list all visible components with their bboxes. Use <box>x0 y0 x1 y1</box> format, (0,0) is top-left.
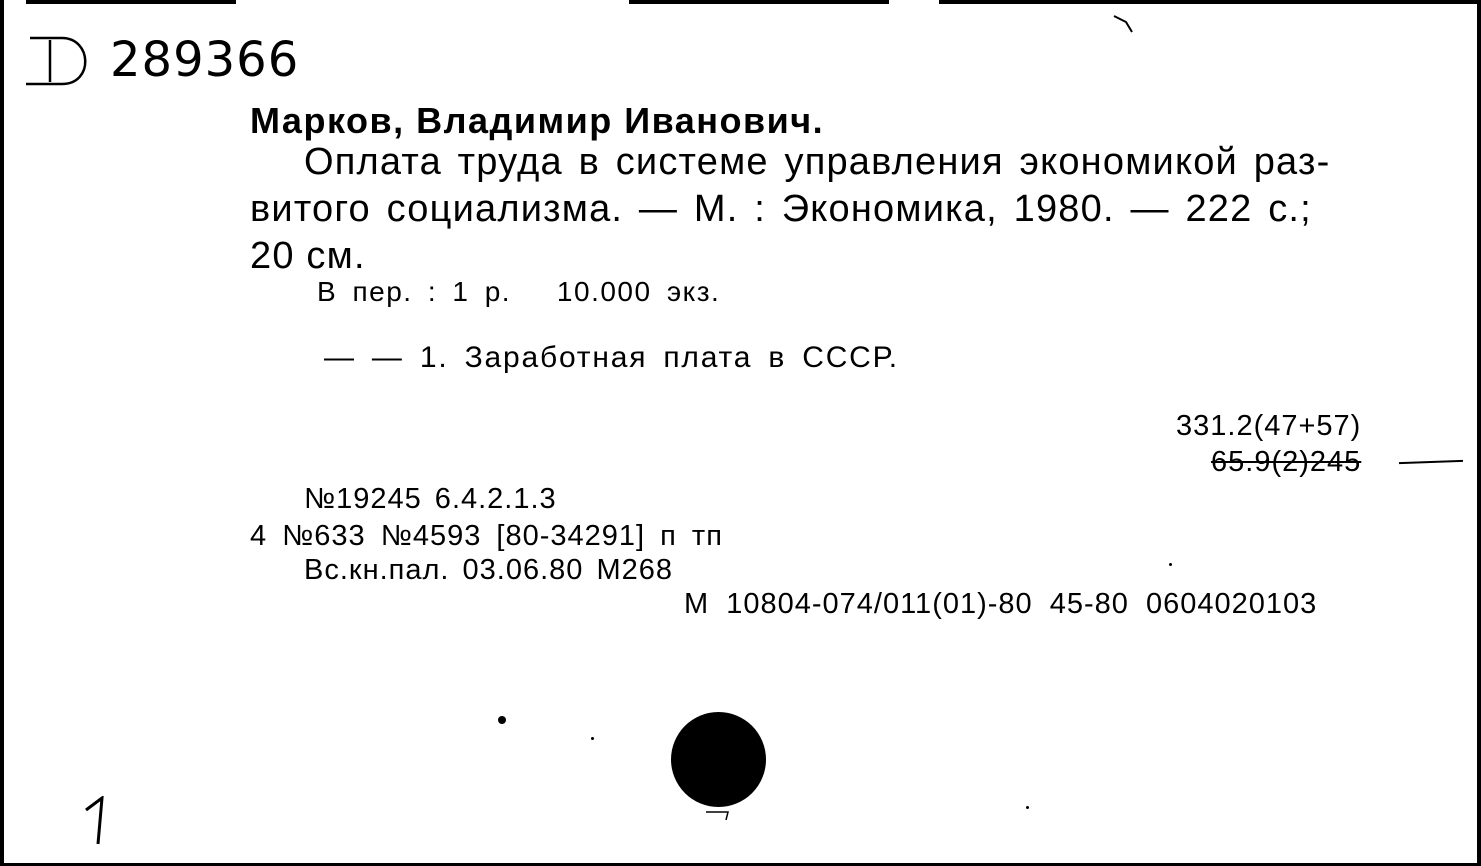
ink-dot <box>1026 806 1029 809</box>
corner-tick-mark-icon <box>1112 14 1138 36</box>
note-line-4: М 10804-074/011(01)-80 45-80 0604020103 <box>684 588 1318 620</box>
title-line-2: витого социализма. — М. : Экономика, 1980. — 222 с.; <box>250 188 1312 230</box>
price-circulation: В пер. : 1 р. 10.000 экз. <box>317 276 721 307</box>
subject-heading: — — 1. Заработная плата в СССР. <box>324 341 899 374</box>
udc-index: 331.2(47+57) <box>1176 410 1362 442</box>
title-line-3: 20 см. <box>250 235 366 277</box>
note-line-2: 4 №633 №4593 [80-34291] п тп <box>250 520 723 552</box>
handwritten-count-mark <box>80 796 116 848</box>
under-hole-mark-icon <box>704 806 734 822</box>
note-line-3: Вс.кн.пал. 03.06.80 М268 <box>304 554 674 586</box>
inventory-number: 289366 <box>110 32 300 88</box>
title-line-1: Оплата труда в системе управления экономикой раз- <box>304 141 1331 183</box>
note-line-1: №19245 6.4.2.1.3 <box>304 483 557 515</box>
bbk-index: 65.9(2)245 <box>1211 446 1362 478</box>
circled-d-mark-icon <box>22 28 102 92</box>
strike-line <box>1399 460 1463 464</box>
top-edge-mark <box>629 0 889 4</box>
ink-dot <box>1169 563 1172 566</box>
ink-dot <box>498 716 506 724</box>
ink-dot <box>591 737 594 740</box>
top-edge-mark <box>26 0 236 4</box>
top-edge-mark <box>939 0 1481 4</box>
author-heading: Марков, Владимир Иванович. <box>250 100 825 141</box>
punch-hole <box>671 712 766 807</box>
